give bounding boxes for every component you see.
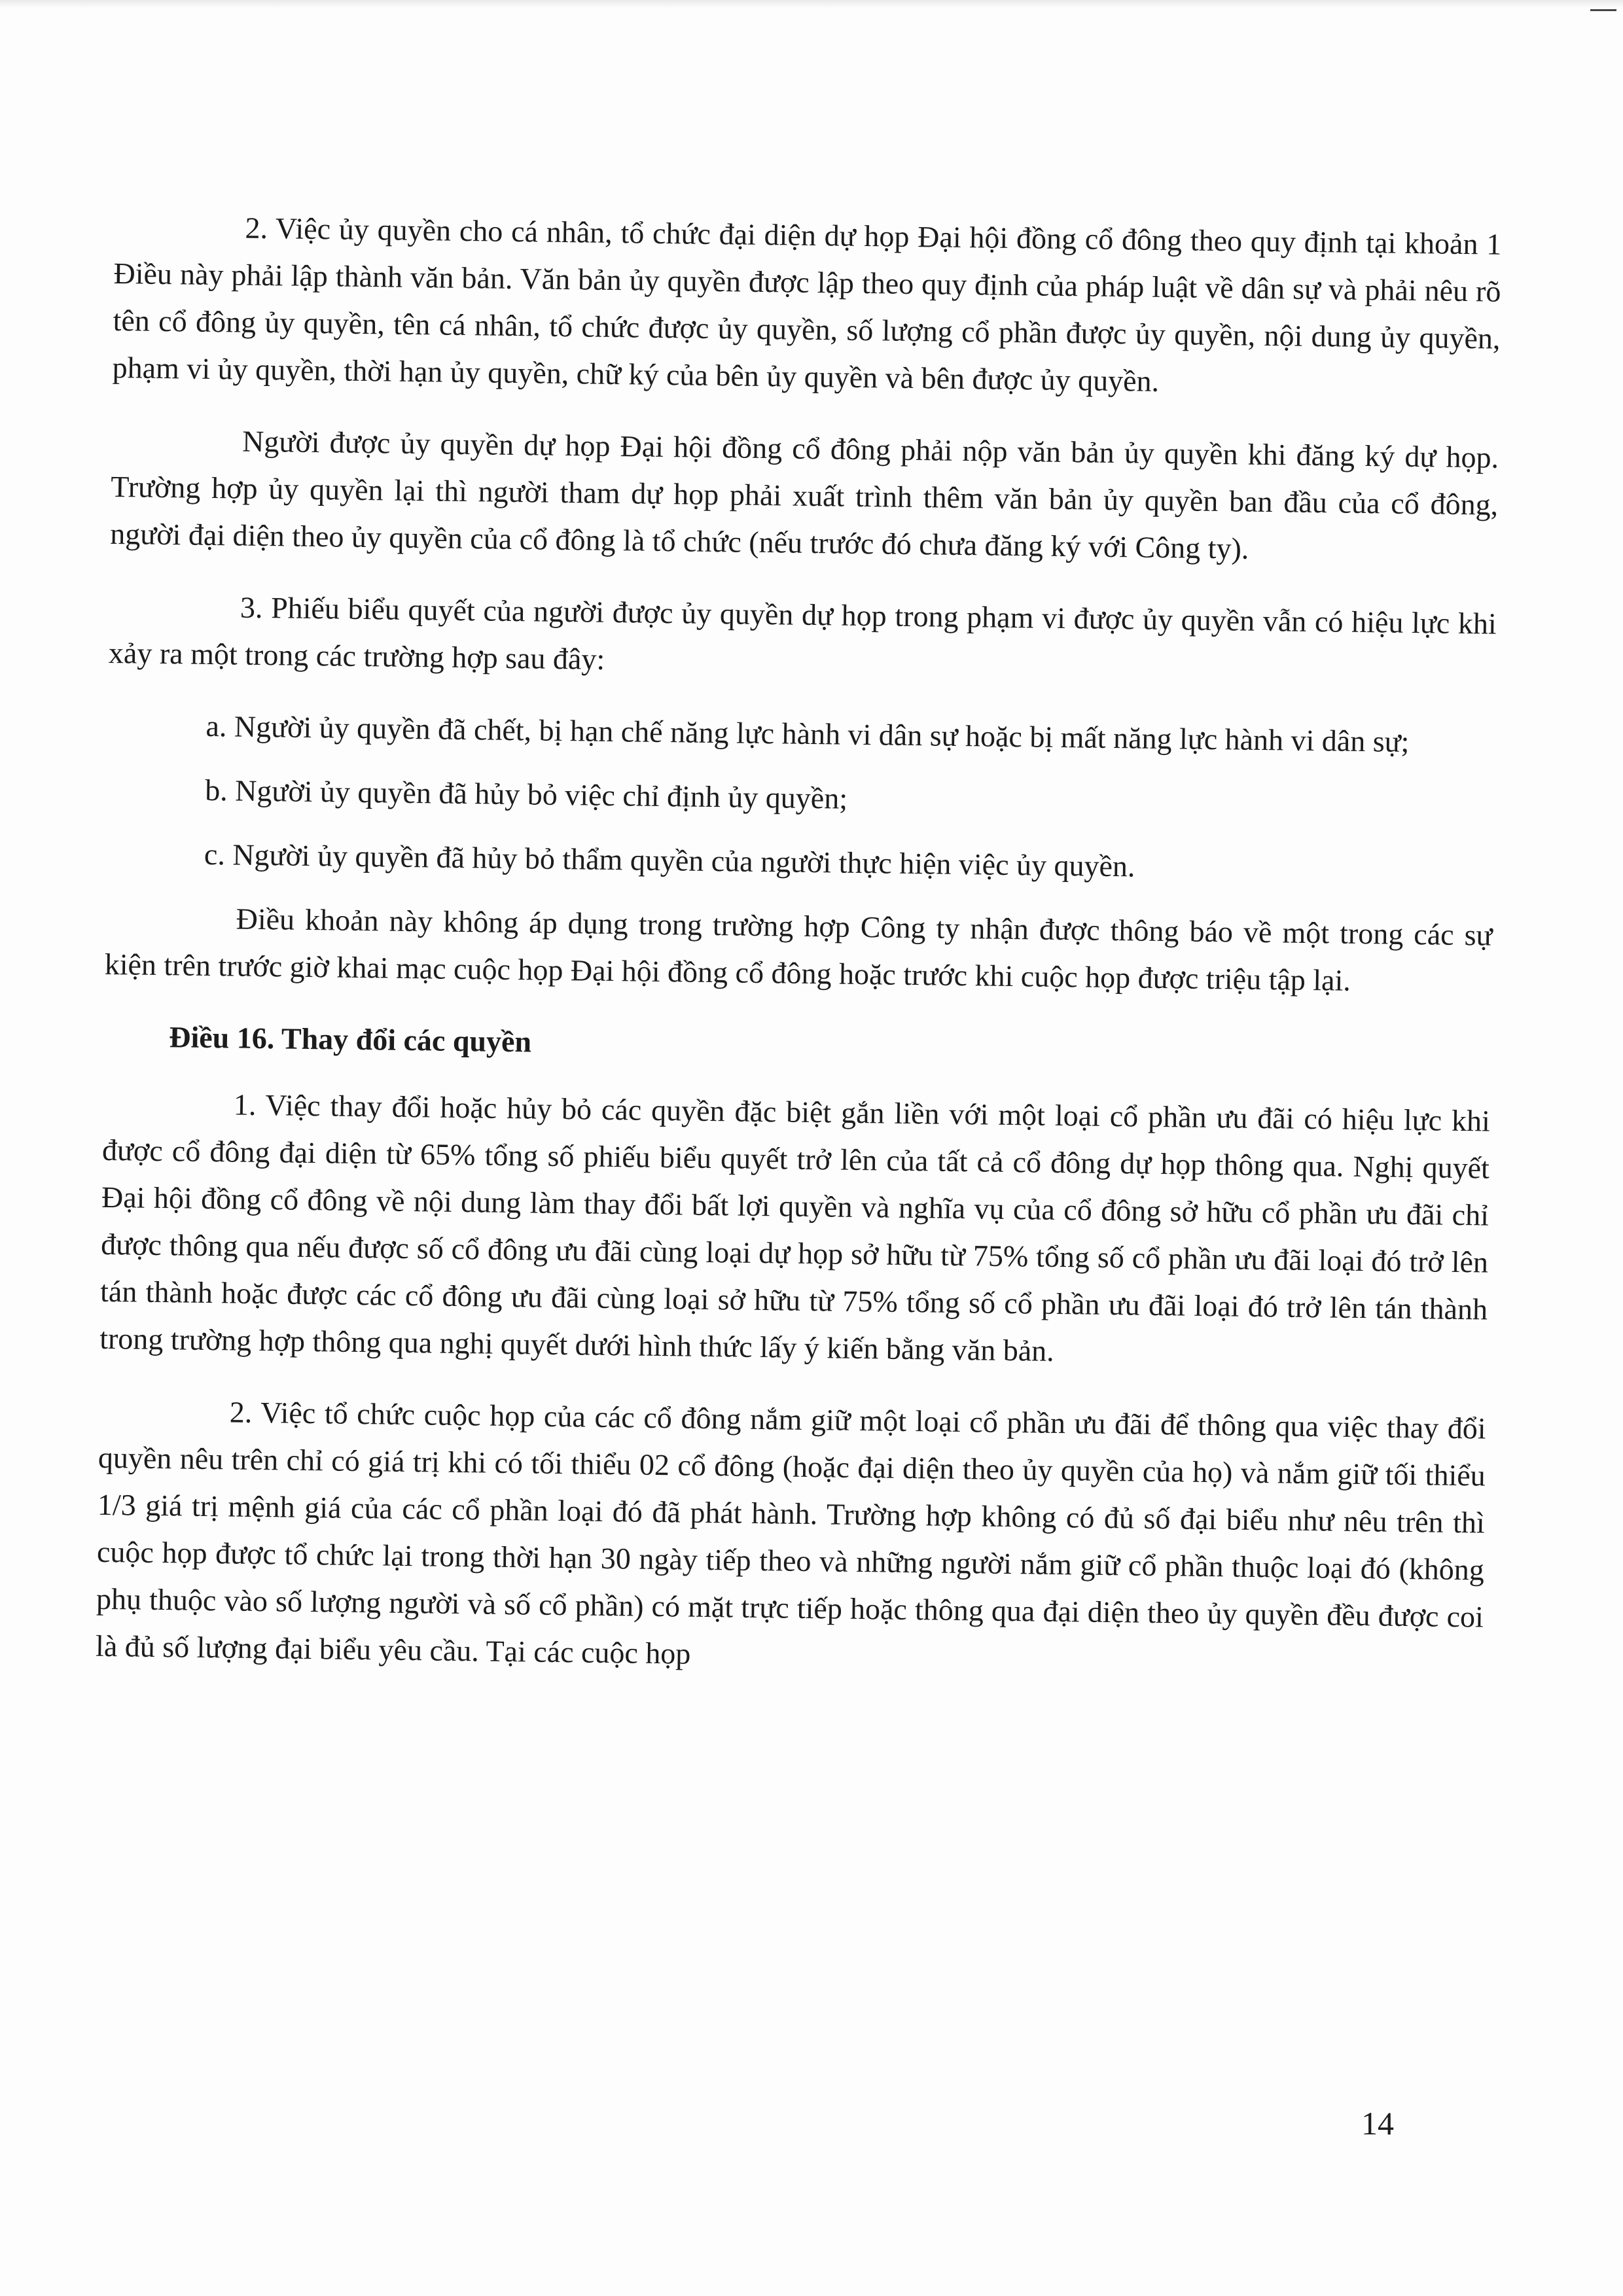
paragraph-3-vote-validity: 3. Phiếu biểu quyết của người được ủy quyền dự họp trong phạm vi được ủy quyền vẫn có hiệu lực khi xảy ra một trong các trường hợp sau đây: — [108, 590, 1497, 676]
paragraph-16-1-change-rights: 1. Việc thay đổi hoặc hủy bỏ các quyền đặc biệt gắn liền với một loại cổ phần ưu đãi có hiệu lực khi được cổ đông đại diện từ 65% tổng số phiếu biểu quyết trở lên của tất cả cổ đông dự họp thông qua. Nghị quyết Đại hội đồng cổ đông về nội dung làm thay đổi bất lợi quyền và nghĩa vụ của cổ đông sở hữu cổ phần ưu đãi chỉ được thông qua nếu được số cổ đông ưu đãi cùng loại dự họp sở hữu từ 75% tổng số cổ phần ưu đãi loại đó trở lên tán thành hoặc được các cổ đông ưu đãi cùng loại sở hữu từ 75% tổng số cổ phần ưu đãi loại đó trở lên tán thành trong trường hợp thông qua nghị quyết dưới hình thức lấy ý kiến bằng văn bản. — [99, 1087, 1491, 1368]
paragraph-exception: Điều khoản này không áp dụng trong trường hợp Công ty nhận được thông báo về một trong các sự kiện trên trước giờ khai mạc cuộc họp Đại hội đồng cổ đông hoặc trước khi cuộc họp được triệu tập lại. — [104, 902, 1493, 997]
page-number: 14 — [1361, 2105, 1394, 2142]
paragraph-proxy-submission: Người được ủy quyền dự họp Đại hội đồng cổ đông phải nộp văn bản ủy quyền khi đăng ký dự họp. Trường hợp ủy quyền lại thì người tham dự họp phải xuất trình thêm văn bản ủy quyền ban đầu của cổ đông, người đại diện theo ủy quyền của cổ đông là tổ chức (nếu trước đó chưa đăng ký với Công ty). — [110, 424, 1499, 565]
document-body — [95, 203, 1502, 1713]
list-item-a: a. Người ủy quyền đã chết, bị hạn chế năng lực hành vi dân sự hoặc bị mất năng lực hành vi dân sự; — [205, 709, 1410, 758]
article-16-heading: Điều 16. Thay đổi các quyền — [168, 1020, 532, 1059]
paragraph-2-authorization-document: 2. Việc ủy quyền cho cá nhân, tổ chức đại diện dự họp Đại hội đồng cổ đông theo quy định tại khoản 1 Điều này phải lập thành văn bản. Văn bản ủy quyền được lập theo quy định của pháp luật về dân sự và phải nêu rõ tên cổ đông ủy quyền, tên cá nhân, tổ chức được ủy quyền, số lượng cổ phần được ủy quyền, nội dung ủy quyền, phạm vi ủy quyền, thời hạn ủy quyền, chữ ký của bên ủy quyền và bên được ủy quyền. — [112, 211, 1502, 398]
list-item-b: b. Người ủy quyền đã hủy bỏ việc chỉ định ủy quyền; — [204, 773, 848, 815]
paragraph-16-2-meeting-quorum: 2. Việc tổ chức cuộc họp của các cổ đông nắm giữ một loại cổ phần ưu đãi để thông qua việc thay đổi quyền nêu trên chỉ có giá trị khi có tối thiểu 02 cổ đông (hoặc đại diện theo ủy quyền của họ) và nắm giữ tối thiểu 1/3 giá trị mệnh giá của các cổ phần loại đó đã phát hành. Trường hợp không có đủ số đại biểu như nêu trên thì cuộc họp được tổ chức lại trong thời hạn 30 ngày tiếp theo và những người nắm giữ cổ phần thuộc loại đó (không phụ thuộc vào số lượng người và số cổ phần) có mặt trực tiếp hoặc thông qua đại diện theo ủy quyền đều được coi là đủ số lượng đại biểu yêu cầu. Tại các cuộc họp — [95, 1395, 1486, 1670]
list-item-c: c. Người ủy quyền đã hủy bỏ thẩm quyền của người thực hiện việc ủy quyền. — [204, 837, 1135, 883]
scan-mark — [1590, 9, 1616, 11]
scan-top-edge — [0, 0, 1623, 8]
